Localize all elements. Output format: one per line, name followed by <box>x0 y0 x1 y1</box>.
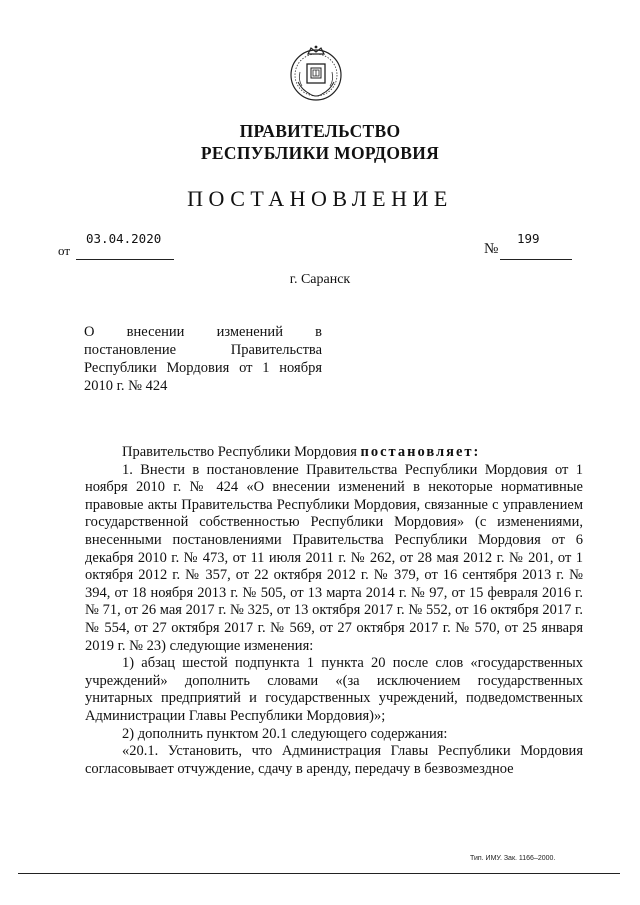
coat-of-arms-icon <box>288 44 344 102</box>
print-note: Тип. ИМУ. Зак. 1166–2000. <box>470 855 556 862</box>
document-body <box>85 444 583 778</box>
document-number: 199 <box>517 231 540 246</box>
org-name-line2: РЕСПУБЛИКИ МОРДОВИЯ <box>200 143 440 163</box>
intro-verb: постановляет: <box>360 444 481 460</box>
bottom-rule <box>18 873 620 874</box>
paragraph-4: «20.1. Установить, что Администрация Главы Республики Мордовия согласовывает отчуждение, сдачу в аренду, передачу в безвозмездное <box>85 743 583 777</box>
document-date: 03.04.2020 <box>86 231 162 246</box>
intro-paragraph <box>85 444 583 462</box>
paragraph-3: 2) дополнить пунктом 20.1 следующего содержания: <box>122 725 448 742</box>
city-label: г. Саранск <box>289 272 351 287</box>
date-underline <box>76 259 174 260</box>
paragraph-1: 1. Внести в постановление Правительства Республики Мордовия от 1 ноября 2010 г. № 424 «О внесении изменений в некоторые нормативные правовые акты Правительства Республики Мордовия, связанные с управлением государственной собственностью Республики Мордовия» (с изменениями, внесенными постановлениями Правительства Республики Мордовия от 6 декабря 2010 г. № 473, от 11 июля 2011 г. № 262, от 28 мая 2012 г. № 201, от 1 октября 2012 г. № 357, от 22 октября 2012 г. № 379, от 16 сентября 2013 г. № 394, от 18 ноября 2013 г. № 505, от 13 марта 2014 г. № 97, от 15 февраля 2016 г. № 71, от 26 мая 2017 г. № 325, от 13 октября 2017 г. № 552, от 16 октября 2017 г. № 554, от 27 октября 2017 г. № 569, от 27 октября 2017 г. № 570, от 25 января 2019 г. № 23) следующие изменения: <box>85 461 583 654</box>
document-subject: О внесении изменений в постановление Правительства Республики Мордовия от 1 ноября 2010 г. № 424 <box>84 324 322 394</box>
document-type-title: ПОСТАНОВЛЕНИЕ <box>187 186 453 211</box>
intro-text: Правительство Республики Мордовия <box>122 444 361 460</box>
date-prefix: от <box>58 243 71 258</box>
number-prefix: № <box>484 241 499 257</box>
number-underline <box>500 259 572 260</box>
org-name-line1: ПРАВИТЕЛЬСТВО <box>239 121 401 141</box>
paragraph-2: 1) абзац шестой подпункта 1 пункта 20 после слов «государственных учреждений» дополнить словами «(за исключением государственных унитарных предприятий и государственных учреждений, подведомственных Администрации Главы Республики Мордовия)»; <box>85 655 583 724</box>
